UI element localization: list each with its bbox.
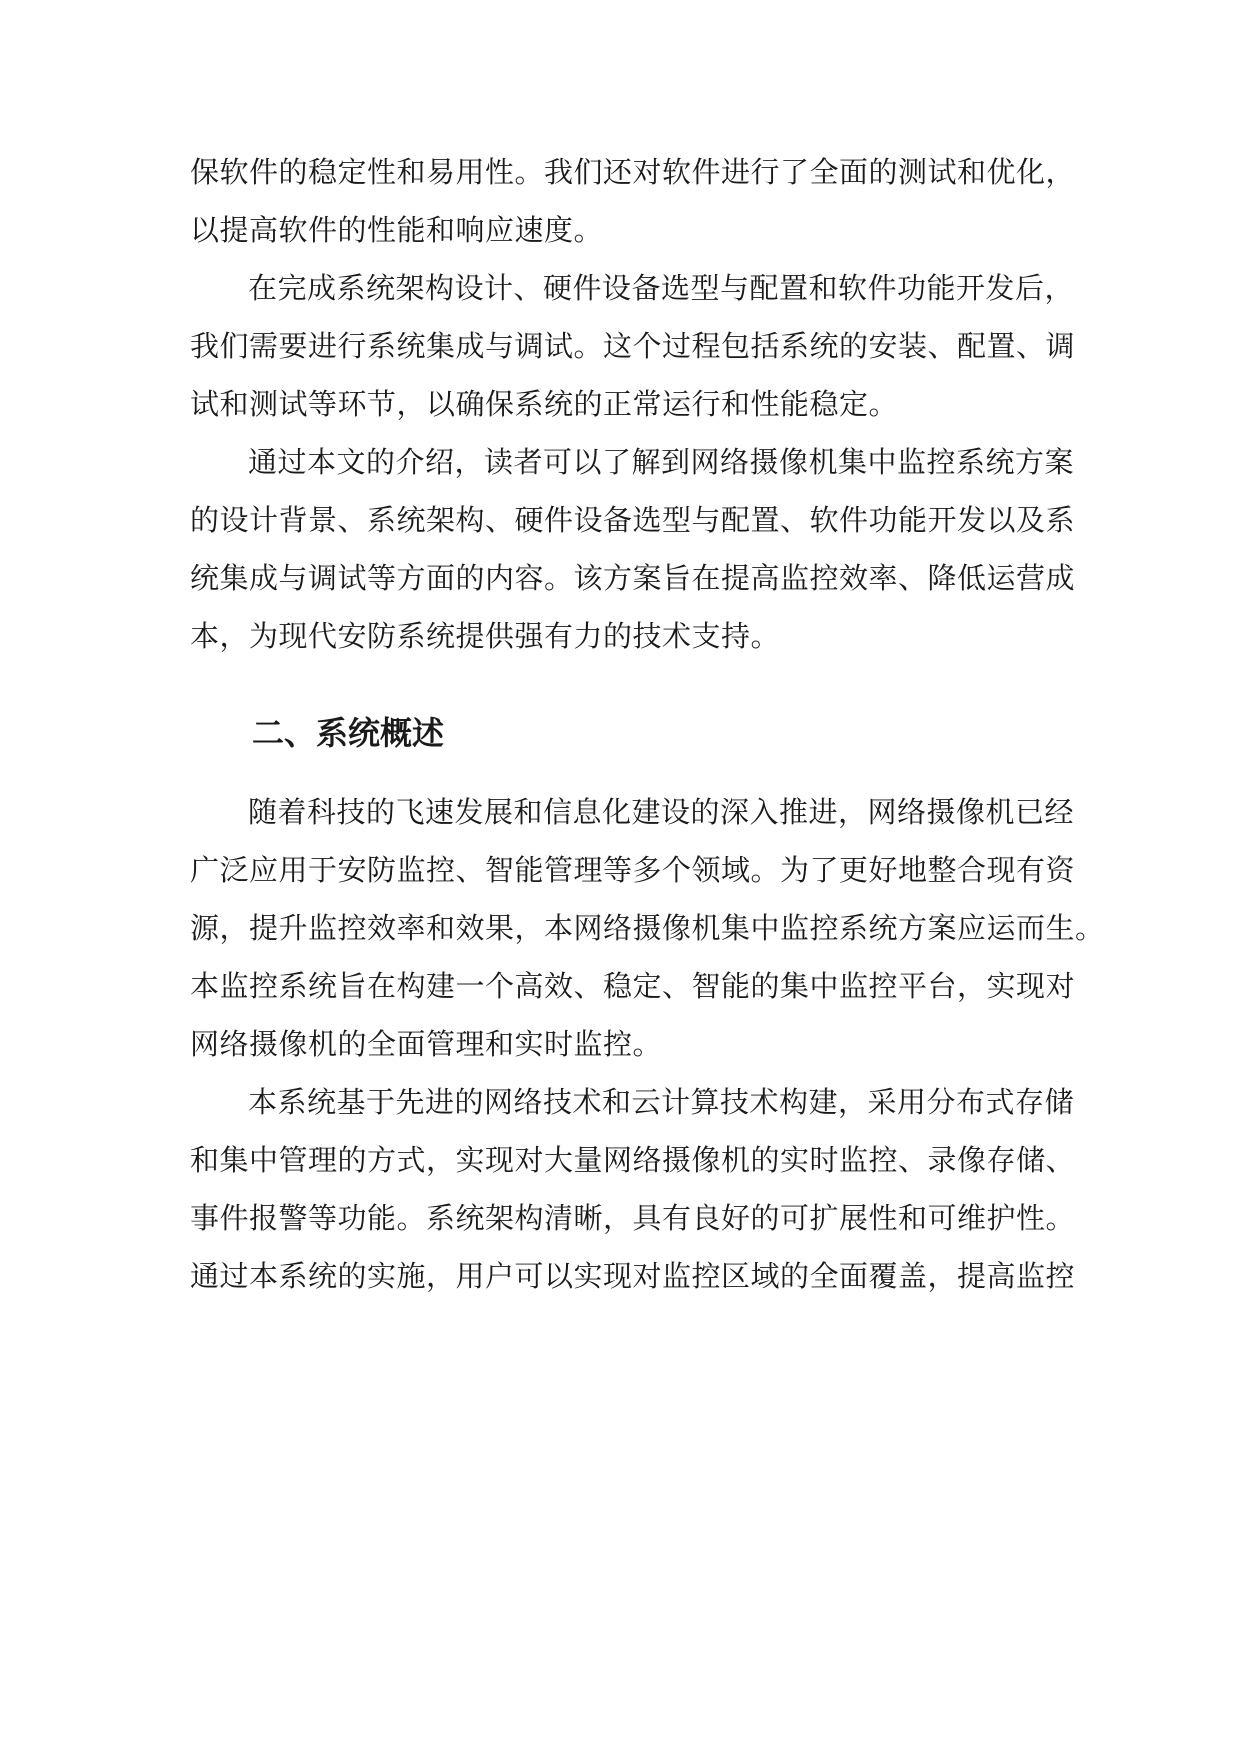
section-heading: 二、系统概述 <box>252 714 445 752</box>
text-line: 本，为现代安防系统提供强有力的技术支持。 <box>190 619 781 653</box>
text-line: 通过本系统的实施，用户可以实现对监控区域的全面覆盖，提高监控 <box>190 1259 1076 1293</box>
text-line: 事件报警等功能。系统架构清晰，具有良好的可扩展性和可维护性。 <box>190 1201 1076 1235</box>
paragraph-start-line: 通过本文的介绍，读者可以了解到网络摄像机集中监控系统方案 <box>248 445 1075 479</box>
text-line: 我们需要进行系统集成与调试。这个过程包括系统的安装、配置、调 <box>190 329 1076 363</box>
text-line: 和集中管理的方式，实现对大量网络摄像机的实时监控、录像存储、 <box>190 1143 1076 1177</box>
text-line: 源，提升监控效率和效果，本网络摄像机集中监控系统方案应运而生。 <box>190 911 1105 945</box>
text-line: 本监控系统旨在构建一个高效、稳定、智能的集中监控平台，实现对 <box>190 969 1076 1003</box>
text-line: 的设计背景、系统架构、硬件设备选型与配置、软件功能开发以及系 <box>190 503 1076 537</box>
text-line: 试和测试等环节，以确保系统的正常运行和性能稳定。 <box>190 387 899 421</box>
text-line: 保软件的稳定性和易用性。我们还对软件进行了全面的测试和优化， <box>190 155 1076 189</box>
paragraph-start-line: 在完成系统架构设计、硬件设备选型与配置和软件功能开发后， <box>248 271 1075 305</box>
text-line: 网络摄像机的全面管理和实时监控。 <box>190 1027 663 1061</box>
paragraph-start-line: 本系统基于先进的网络技术和云计算技术构建，采用分布式存储 <box>248 1085 1075 1119</box>
paragraph-start-line: 随着科技的飞速发展和信息化建设的深入推进，网络摄像机已经 <box>248 795 1075 829</box>
text-line: 以提高软件的性能和响应速度。 <box>190 213 604 247</box>
text-line: 统集成与调试等方面的内容。该方案旨在提高监控效率、降低运营成 <box>190 561 1076 595</box>
text-line: 广泛应用于安防监控、智能管理等多个领域。为了更好地整合现有资 <box>190 853 1076 887</box>
